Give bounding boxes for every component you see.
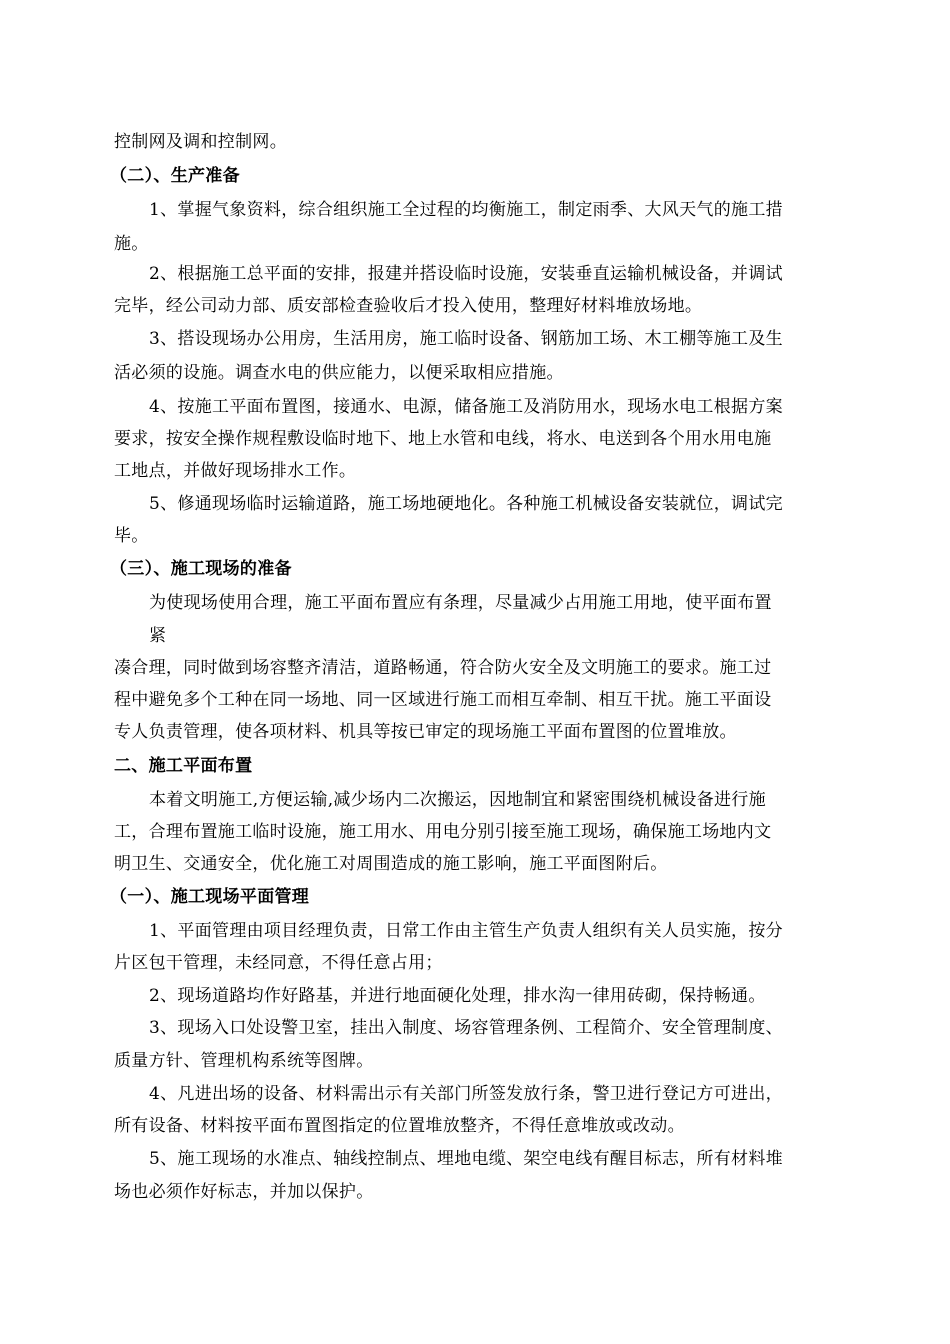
paragraph-line: 专人负责管理，使各项材料、机具等按已审定的现场施工平面布置图的位置堆放。	[114, 722, 737, 742]
paragraph-line: 毕。	[114, 526, 149, 546]
paragraph-line: 3、现场入口处设警卫室，挂出入制度、场容管理条例、工程简介、安全管理制度、	[149, 1018, 783, 1038]
text-line: 控制网及调和控制网。	[114, 132, 287, 152]
paragraph-line: 4、凡进出场的设备、材料需出示有关部门所签发放行条，警卫进行登记方可进出，	[149, 1084, 783, 1104]
paragraph-line: 程中避免多个工种在同一场地、同一区域进行施工而相互牵制、相互干扰。施工平面设	[114, 690, 772, 710]
paragraph-line: 明卫生、交通安全，优化施工对周围造成的施工影响，施工平面图附后。	[114, 854, 668, 874]
paragraph-line: 5、施工现场的水准点、轴线控制点、埋地电缆、架空电线有醒目标志，所有材料堆	[149, 1149, 783, 1169]
paragraph-line: 1、掌握气象资料，综合组织施工全过程的均衡施工，制定雨季、大风天气的施工措	[149, 200, 783, 220]
paragraph-line: 工地点，并做好现场排水工作。	[114, 461, 357, 481]
paragraph-line: 场也必须作好标志，并加以保护。	[114, 1182, 374, 1202]
paragraph-line: 紧	[149, 626, 167, 646]
paragraph-line: 2、现场道路均作好路基，并进行地面硬化处理，排水沟一律用砖砌，保持畅通。	[149, 986, 766, 1006]
paragraph-line: 所有设备、材料按平面布置图指定的位置堆放整齐，不得任意堆放或改动。	[114, 1116, 685, 1136]
paragraph-line: 2、根据施工总平面的安排，报建并搭设临时设施，安装垂直运输机械设备，并调试	[149, 264, 783, 284]
paragraph-line: 1、平面管理由项目经理负责，日常工作由主管生产负责人组织有关人员实施，按分	[149, 921, 783, 941]
paragraph-line: 本着文明施工,方便运输,减少场内二次搬运，因地制宜和紧密围绕机械设备进行施	[149, 790, 766, 810]
paragraph-line: 片区包干管理，未经同意，不得任意占用；	[114, 953, 443, 973]
paragraph-line: 活必须的设施。调查水电的供应能力，以便采取相应措施。	[114, 363, 564, 383]
paragraph-line: 4、按施工平面布置图，接通水、电源，储备施工及消防用水，现场水电工根据方案	[149, 397, 783, 417]
paragraph-line: 5、修通现场临时运输道路，施工场地硬地化。各种施工机械设备安装就位，调试完	[149, 494, 783, 514]
paragraph-line: 要求，按安全操作规程敷设临时地下、地上水管和电线，将水、电送到各个用水用电施	[114, 429, 772, 449]
paragraph-line: 为使现场使用合理，施工平面布置应有条理，尽量减少占用施工用地，使平面布置	[149, 593, 772, 613]
paragraph-line: 凑合理，同时做到场容整齐清洁，道路畅通，符合防火安全及文明施工的要求。施工过	[114, 658, 772, 678]
paragraph-line: 施。	[114, 234, 149, 254]
paragraph-line: 工，合理布置施工临时设施，施工用水、用电分别引接至施工现场，确保施工场地内文	[114, 822, 772, 842]
section-heading-production-prep: （二）、生产准备	[110, 166, 240, 186]
section-heading-site-layout: 二、施工平面布置	[114, 756, 253, 776]
paragraph-line: 3、搭设现场办公用房，生活用房，施工临时设备、钢筋加工场、木工棚等施工及生	[149, 329, 783, 349]
section-heading-layout-management: （一）、施工现场平面管理	[110, 887, 310, 907]
paragraph-line: 质量方针、管理机构系统等图牌。	[114, 1051, 374, 1071]
paragraph-line: 完毕，经公司动力部、质安部检查验收后才投入使用，整理好材料堆放场地。	[114, 296, 703, 316]
section-heading-site-prep: （三）、施工现场的准备	[110, 559, 292, 579]
